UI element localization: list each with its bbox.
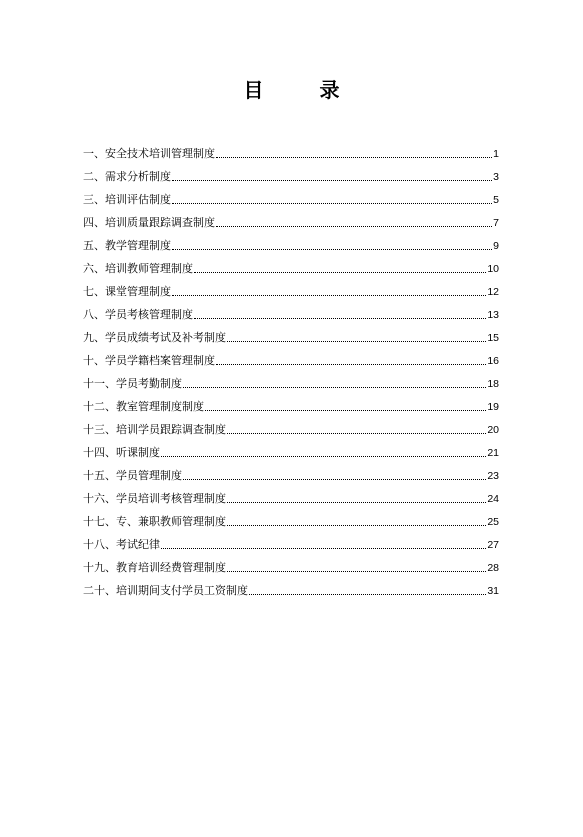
toc-dot-leader <box>161 548 486 549</box>
toc-entry-label: 五、教学管理制度 <box>83 239 171 252</box>
toc-entry-label: 十四、听课制度 <box>83 446 160 459</box>
toc-entry-label: 十三、培训学员跟踪调查制度 <box>83 423 226 436</box>
toc-entry-label: 十、学员学籍档案管理制度 <box>83 354 215 367</box>
toc-entry-page-number: 27 <box>487 539 499 551</box>
toc-entry[interactable] <box>83 207 499 230</box>
toc-entry-page-number: 21 <box>487 447 499 459</box>
toc-dot-leader <box>172 203 492 204</box>
toc-dot-leader <box>227 502 486 503</box>
toc-entry-label: 一、安全技术培训管理制度 <box>83 147 215 160</box>
toc-entry-label: 十五、学员管理制度 <box>83 469 182 482</box>
toc-entry-label: 四、培训质量跟踪调查制度 <box>83 216 215 229</box>
toc-dot-leader <box>194 318 486 319</box>
toc-entry-label: 八、学员考核管理制度 <box>83 308 193 321</box>
toc-entry-page-number: 15 <box>487 332 499 344</box>
toc-entry[interactable] <box>83 575 499 598</box>
toc-dot-leader <box>161 456 486 457</box>
toc-dot-leader <box>172 180 492 181</box>
toc-dot-leader <box>172 249 492 250</box>
toc-entry[interactable] <box>83 506 499 529</box>
toc-dot-leader <box>227 571 486 572</box>
toc-dot-leader <box>227 525 486 526</box>
page-title <box>0 74 583 103</box>
title-char-1: 目 <box>243 78 264 102</box>
toc-entry[interactable] <box>83 230 499 253</box>
toc-entry-page-number: 16 <box>487 355 499 367</box>
toc-entry[interactable] <box>83 345 499 368</box>
toc-dot-leader <box>249 594 486 595</box>
toc-entry[interactable] <box>83 161 499 184</box>
toc-entry-label: 十八、考试纪律 <box>83 538 160 551</box>
toc-entry-page-number: 12 <box>487 286 499 298</box>
toc-dot-leader <box>227 433 486 434</box>
toc-dot-leader <box>205 410 486 411</box>
toc-entry-page-number: 28 <box>487 562 499 574</box>
toc-entry[interactable] <box>83 138 499 161</box>
toc-entry-label: 二十、培训期间支付学员工资制度 <box>83 584 248 597</box>
title-char-2: 录 <box>319 78 340 102</box>
toc-entry[interactable] <box>83 322 499 345</box>
toc-dot-leader <box>183 387 486 388</box>
toc-entry-page-number: 3 <box>493 171 499 183</box>
toc-entry[interactable] <box>83 483 499 506</box>
toc-entry-label: 十六、学员培训考核管理制度 <box>83 492 226 505</box>
toc-entry[interactable] <box>83 552 499 575</box>
toc-entry-label: 三、培训评估制度 <box>83 193 171 206</box>
toc-entry[interactable] <box>83 184 499 207</box>
toc-entry-label: 十二、教室管理制度制度 <box>83 400 204 413</box>
toc-entry[interactable] <box>83 391 499 414</box>
toc-dot-leader <box>194 272 486 273</box>
toc-entry-page-number: 18 <box>487 378 499 390</box>
toc-entry[interactable] <box>83 253 499 276</box>
toc-entry-page-number: 10 <box>487 263 499 275</box>
toc-entry[interactable] <box>83 529 499 552</box>
toc-dot-leader <box>216 226 492 227</box>
toc-entry[interactable] <box>83 437 499 460</box>
toc-entry-page-number: 31 <box>487 585 499 597</box>
toc-entry[interactable] <box>83 414 499 437</box>
toc-dot-leader <box>183 479 486 480</box>
toc-dot-leader <box>227 341 486 342</box>
toc-entry-label: 九、学员成绩考试及补考制度 <box>83 331 226 344</box>
toc-dot-leader <box>216 157 492 158</box>
toc-entry[interactable] <box>83 299 499 322</box>
toc-dot-leader <box>172 295 486 296</box>
table-of-contents <box>83 138 499 598</box>
toc-entry-label: 十七、专、兼职教师管理制度 <box>83 515 226 528</box>
toc-entry[interactable] <box>83 276 499 299</box>
toc-entry-label: 十九、教育培训经费管理制度 <box>83 561 226 574</box>
toc-entry-page-number: 7 <box>493 217 499 229</box>
toc-entry-page-number: 24 <box>487 493 499 505</box>
toc-entry-page-number: 25 <box>487 516 499 528</box>
toc-entry-page-number: 9 <box>493 240 499 252</box>
toc-entry-label: 六、培训教师管理制度 <box>83 262 193 275</box>
toc-dot-leader <box>216 364 486 365</box>
toc-entry-label: 七、课堂管理制度 <box>83 285 171 298</box>
toc-entry-page-number: 1 <box>493 148 499 160</box>
toc-entry-label: 十一、学员考勤制度 <box>83 377 182 390</box>
toc-entry-page-number: 5 <box>493 194 499 206</box>
toc-entry-page-number: 20 <box>487 424 499 436</box>
toc-entry-page-number: 13 <box>487 309 499 321</box>
toc-entry-page-number: 19 <box>487 401 499 413</box>
toc-entry-label: 二、需求分析制度 <box>83 170 171 183</box>
toc-entry[interactable] <box>83 460 499 483</box>
toc-entry-page-number: 23 <box>487 470 499 482</box>
toc-entry[interactable] <box>83 368 499 391</box>
